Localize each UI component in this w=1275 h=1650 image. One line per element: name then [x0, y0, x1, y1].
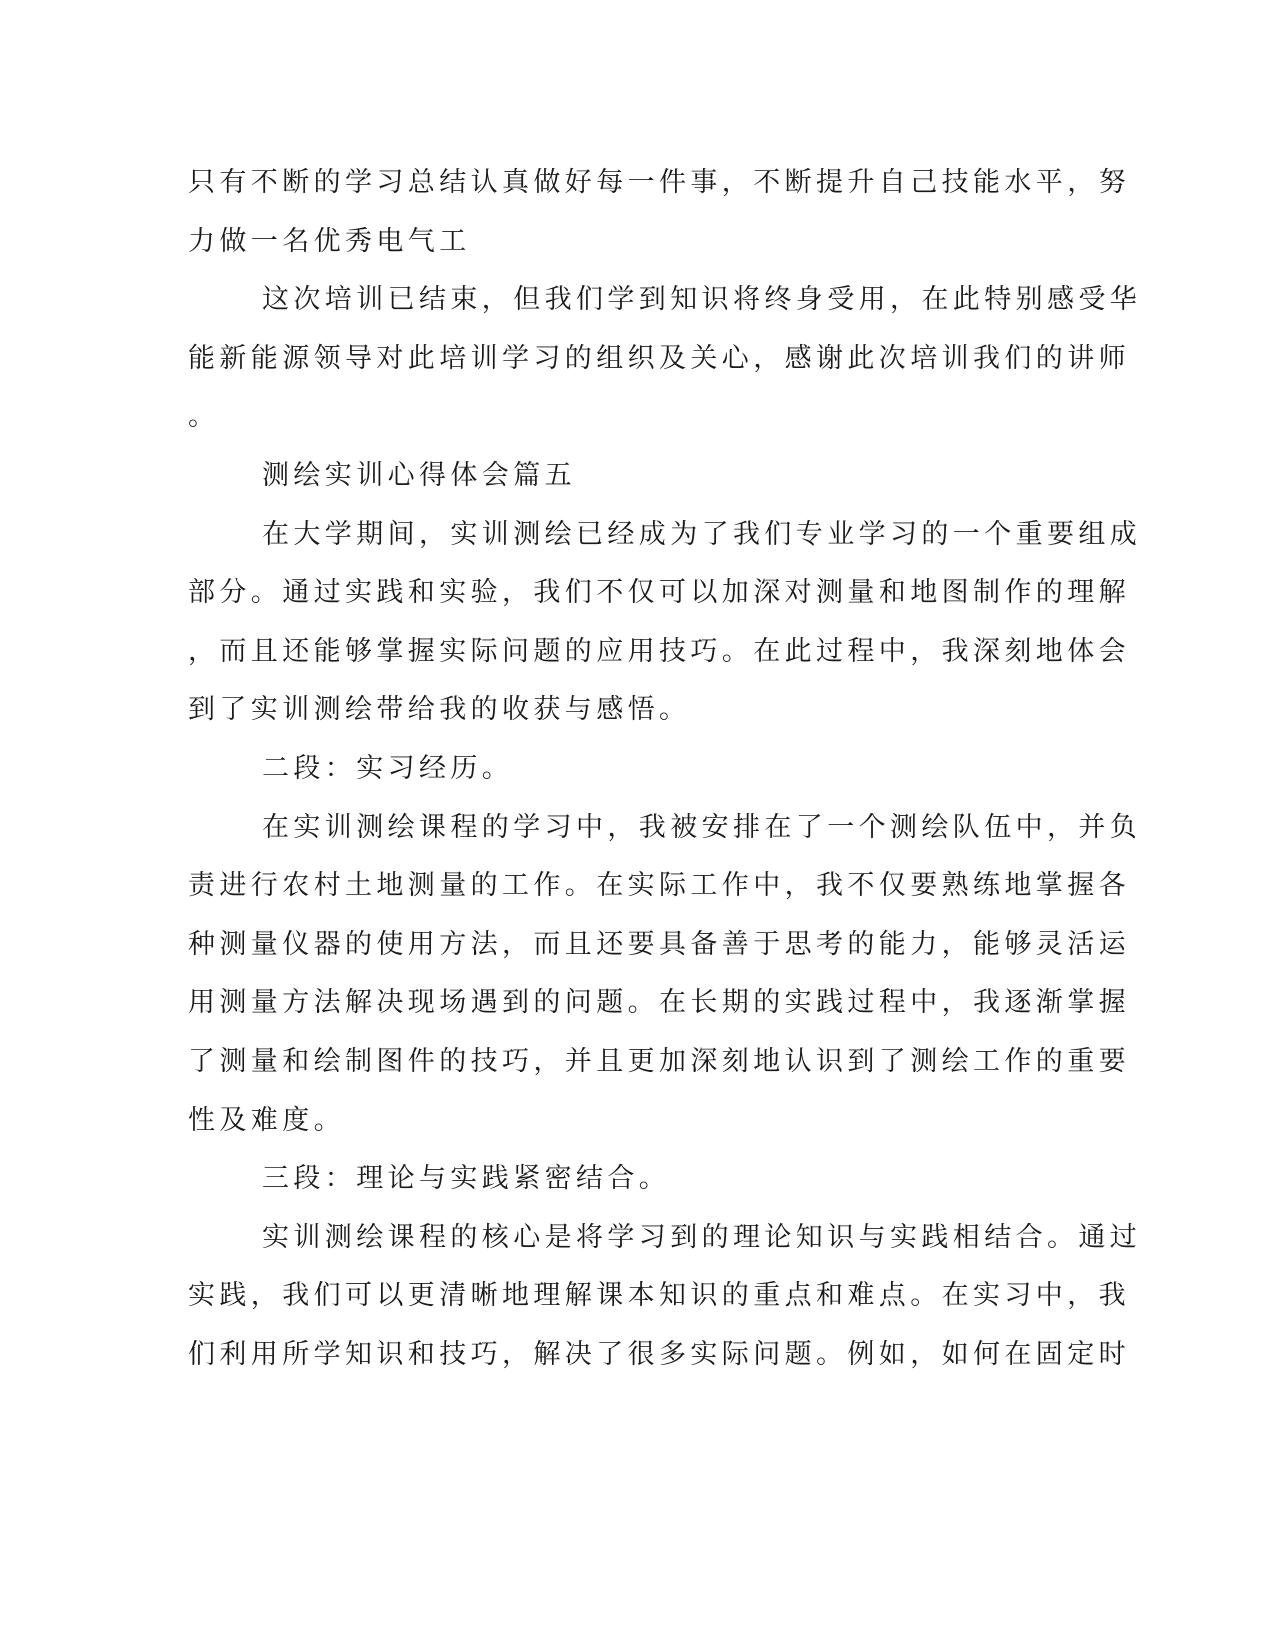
text-line: 种测量仪器的使用方法，而且还要具备善于思考的能力，能够灵活运: [188, 929, 1130, 960]
text-line: 实践，我们可以更清晰地理解课本知识的重点和难点。在实习中，我: [188, 1280, 1130, 1311]
paragraph-start: 这次培训已结束，但我们学到知识将终身受用，在此特别感受华: [262, 284, 1142, 315]
section-heading: 测绘实训心得体会篇五: [262, 460, 576, 491]
paragraph-start: 在大学期间，实训测绘已经成为了我们专业学习的一个重要组成: [262, 519, 1142, 550]
paragraph-start: 在实训测绘课程的学习中，我被安排在了一个测绘队伍中，并负: [262, 812, 1142, 843]
subsection-heading: 三段：理论与实践紧密结合。: [262, 1163, 671, 1194]
text-line: 能新能源领导对此培训学习的组织及关心，感谢此次培训我们的讲师: [188, 343, 1130, 374]
text-line: 了测量和绘制图件的技巧，并且更加深刻地认识到了测绘工作的重要: [188, 1046, 1130, 1077]
text-line: 责进行农村土地测量的工作。在实际工作中，我不仅要熟练地掌握各: [188, 870, 1130, 901]
text-line: 用测量方法解决现场遇到的问题。在长期的实践过程中，我逐渐掌握: [188, 987, 1130, 1018]
text-line: 部分。通过实践和实验，我们不仅可以加深对测量和地图制作的理解: [188, 577, 1130, 608]
text-line: 们利用所学知识和技巧，解决了很多实际问题。例如，如何在固定时: [188, 1339, 1130, 1370]
text-line: 力做一名优秀电气工: [188, 226, 471, 257]
subsection-heading: 二段：实习经历。: [262, 753, 514, 784]
text-line: 。: [188, 401, 220, 432]
text-line: 到了实训测绘带给我的收获与感悟。: [188, 694, 691, 725]
text-line: 只有不断的学习总结认真做好每一件事，不断提升自己技能水平，努: [188, 167, 1130, 198]
paragraph-start: 实训测绘课程的核心是将学习到的理论知识与实践相结合。通过: [262, 1222, 1142, 1253]
text-line: 性及难度。: [188, 1105, 345, 1136]
text-line: ，而且还能够掌握实际问题的应用技巧。在此过程中，我深刻地体会: [188, 636, 1130, 667]
